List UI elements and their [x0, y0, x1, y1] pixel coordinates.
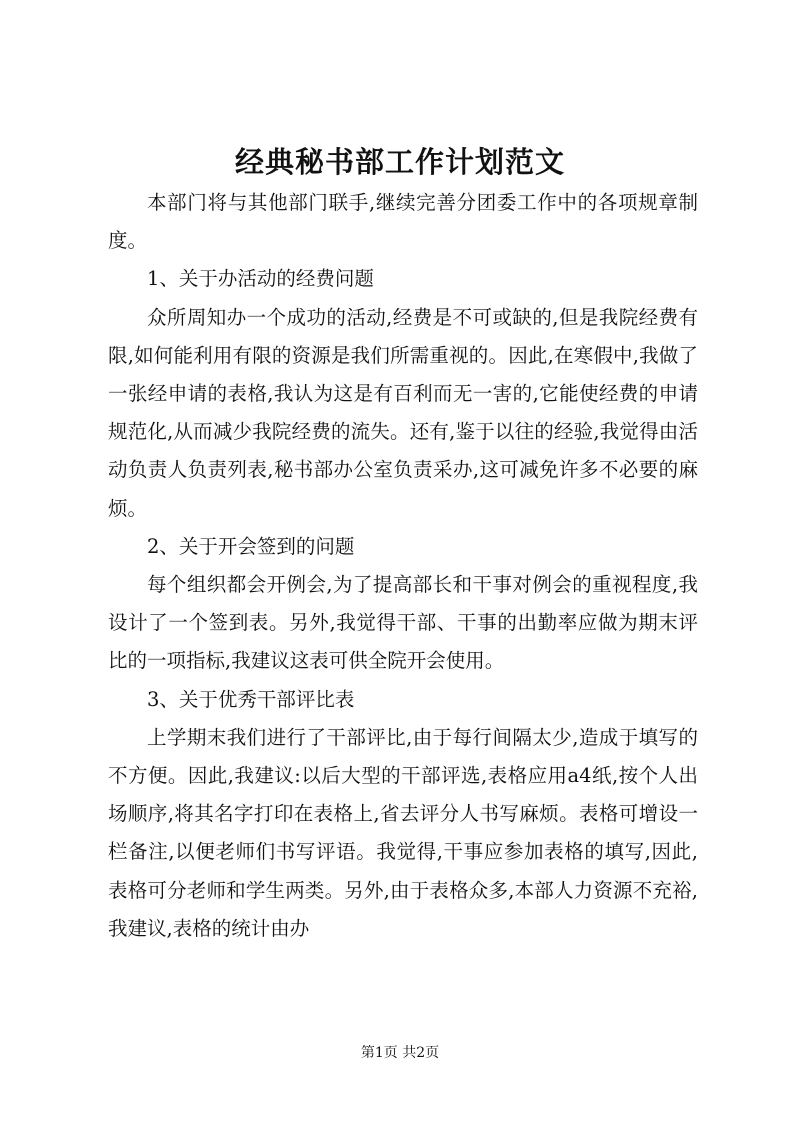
section-heading-2: 2、关于开会签到的问题: [147, 534, 355, 558]
paragraph-section-1: 众所周知办一个成功的活动,经费是不可或缺的,但是我院经费有限,如何能利用有限的资源是我们所需重视的。因此,在寒假中,我做了一张经申请的表格,我认为这是有百利而无一害的,它能使经费的申请规范化,从而减少我院经费的流失。还有,鉴于以往的经验,我觉得由活动负责人负责列表,秘书部办公室负责采办,这可减免许多不必要的麻烦。: [108, 305, 698, 520]
document-title: 经典秘书部工作计划范文: [234, 145, 565, 179]
page-footer: 第1页 共2页: [360, 1045, 440, 1061]
paragraph-section-2: 每个组织都会开例会,为了提高部长和干事对例会的重视程度,我设计了一个签到表。另外,我觉得干部、干事的出勤率应做为期末评比的一项指标,我建议这表可供全院开会使用。: [108, 573, 698, 673]
paragraph-intro: 本部门将与其他部门联手,继续完善分团委工作中的各项规章制度。: [108, 191, 698, 253]
document-body: [108, 184, 698, 948]
paragraph-section-3: 上学期末我们进行了干部评比,由于每行间隔太少,造成于填写的不方便。因此,我建议:以后大型的干部评选,表格应用a4纸,按个人出场顺序,将其名字打印在表格上,省去评分人书写麻烦。表格可增设一栏备注,以便老师们书写评语。我觉得,干事应参加表格的填写,因此,表格可分老师和学生两类。另外,由于表格众多,本部人力资源不充裕,我建议,表格的统计由办: [108, 725, 698, 940]
section-heading-1: 1、关于办活动的经费问题: [147, 267, 374, 291]
section-heading-3: 3、关于优秀干部评比表: [147, 687, 355, 711]
